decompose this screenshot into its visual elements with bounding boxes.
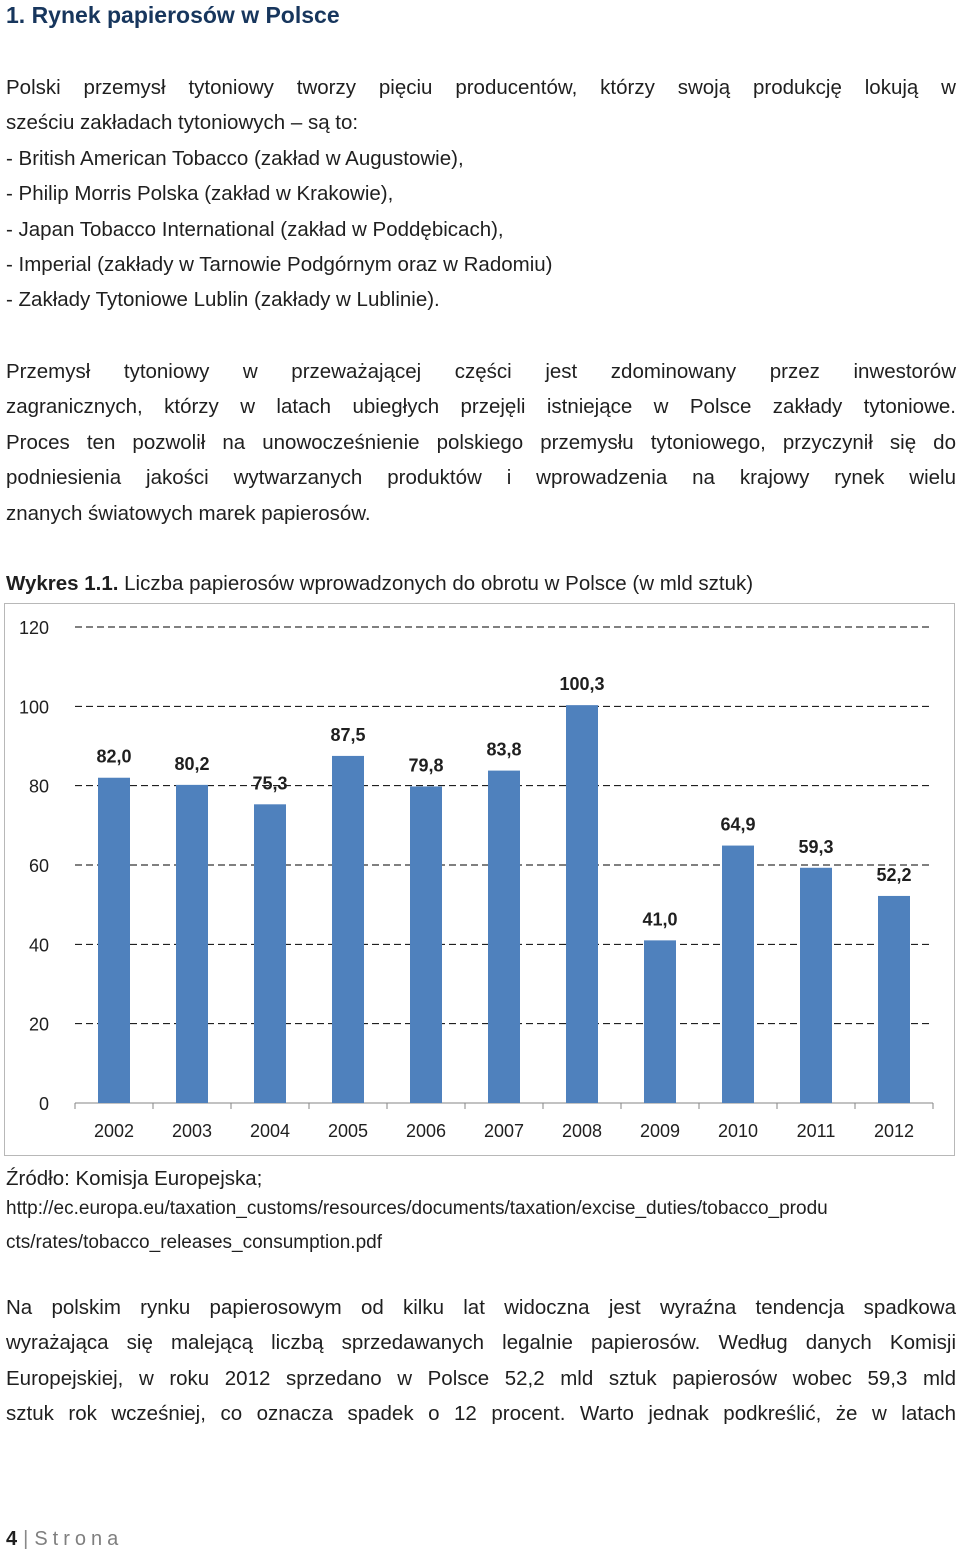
bar — [566, 705, 598, 1103]
x-tick-label: 2006 — [405, 1121, 447, 1141]
list-item: - Japan Tobacco International (zakład w Poddębicach), — [6, 217, 504, 241]
bar — [176, 785, 208, 1103]
chart-frame — [4, 603, 955, 1156]
x-tick-label: 2008 — [561, 1121, 603, 1141]
bar — [878, 896, 910, 1103]
paragraph-line: wyrażająca się malejącą liczbą sprzedawanych legalnie papierosów. Według danych Komisji — [6, 1331, 956, 1355]
x-tick-label: 2002 — [93, 1121, 135, 1141]
list-item: - British American Tobacco (zakład w Augustowie), — [6, 146, 464, 170]
y-tick-label: 20 — [28, 1014, 49, 1035]
paragraph-line: Polski przemysł tytoniowy tworzy pięciu producentów, którzy swoją produkcję lokują w — [6, 76, 956, 99]
bar — [644, 940, 676, 1103]
caption-text: Liczba papierosów wprowadzonych do obrotu w Polsce (w mld sztuk) — [118, 572, 754, 595]
paragraph-line: sztuk rok wcześniej, co oznacza spadek o 12 procent. Warto jednak podkreślić, że w latach — [6, 1402, 956, 1426]
x-tick-label: 2010 — [717, 1121, 759, 1141]
bar — [722, 846, 754, 1103]
chart-caption — [6, 566, 753, 601]
x-tick-label: 2005 — [327, 1121, 369, 1141]
paragraph-line: Proces ten pozwolił na unowocześnienie polskiego przemysłu tytoniowego, przyczynił się do — [6, 430, 956, 454]
bar — [332, 756, 364, 1103]
x-tick-label: 2012 — [873, 1121, 915, 1141]
paragraph-line: Przemysł tytoniowy w przeważającej części jest zdominowany przez inwestorów — [6, 360, 956, 383]
data-label: 83,8 — [486, 739, 522, 760]
source-url-line[interactable]: cts/rates/tobacco_releases_consumption.pdf — [6, 1232, 382, 1253]
bar — [410, 786, 442, 1103]
page-number: 4 — [6, 1528, 18, 1550]
data-label: 82,0 — [96, 746, 132, 767]
data-label: 87,5 — [330, 724, 366, 745]
y-tick-label: 80 — [28, 776, 49, 797]
list-item: - Philip Morris Polska (zakład w Krakowie), — [6, 182, 394, 206]
caption-label: Wykres 1.1. — [6, 572, 119, 595]
x-tick-label: 2009 — [639, 1121, 681, 1141]
list-item: - Zakłady Tytoniowe Lublin (zakłady w Lublinie). — [6, 288, 440, 312]
data-label: 79,8 — [408, 755, 444, 776]
data-label: 100,3 — [559, 674, 605, 695]
paragraph-line: podniesienia jakości wytwarzanych produktów i wprowadzenia na krajowy rynek wielu — [6, 466, 956, 490]
data-label: 75,3 — [252, 773, 288, 794]
list-item: - Imperial (zakłady w Tarnowie Podgórnym oraz w Radomiu) — [6, 252, 553, 276]
section-heading: 1. Rynek papierosów w Polsce — [6, 2, 340, 28]
paragraph-line: Europejskiej, w roku 2012 sprzedano w Polsce 52,2 mld sztuk papierosów wobec 59,3 mld — [6, 1366, 956, 1390]
chart-source-label: Źródło: Komisja Europejska; — [6, 1167, 263, 1190]
page-footer — [6, 1528, 123, 1551]
x-tick-label: 2007 — [483, 1121, 525, 1141]
data-label: 64,9 — [720, 814, 756, 835]
paragraph-line: Na polskim rynku papierosowym od kilku lat widoczna jest wyraźna tendencja spadkowa — [6, 1296, 956, 1319]
y-tick-label: 60 — [28, 856, 49, 876]
bar — [98, 778, 130, 1103]
y-tick-label: 40 — [28, 935, 49, 956]
x-tick-label: 2004 — [249, 1121, 291, 1141]
trend-paragraph — [6, 1290, 956, 1432]
paragraph-line: znanych światowych marek papierosów. — [6, 501, 371, 525]
investors-paragraph — [6, 354, 956, 531]
footer-word: Strona — [34, 1528, 124, 1550]
y-tick-label: 0 — [38, 1094, 49, 1114]
data-label: 52,2 — [876, 864, 912, 885]
data-label: 80,2 — [174, 753, 210, 774]
data-label: 59,3 — [798, 836, 834, 857]
x-tick-label: 2011 — [796, 1121, 836, 1141]
data-label: 41,0 — [642, 909, 678, 930]
bar — [254, 804, 286, 1103]
y-tick-label: 120 — [18, 618, 49, 638]
source-url-line[interactable]: http://ec.europa.eu/taxation_customs/resources/documents/taxation/excise_duties/tobacco_produ — [6, 1198, 828, 1219]
paragraph-line: zagranicznych, którzy w latach ubiegłych przejęli istniejące w Polsce zakłady tytoniowe. — [6, 395, 956, 419]
footer-separator: | — [23, 1528, 29, 1550]
bar — [488, 771, 520, 1103]
producers-paragraph — [6, 70, 956, 318]
x-tick-label: 2003 — [171, 1121, 213, 1141]
paragraph-line: sześciu zakładach tytoniowych – są to: — [6, 111, 359, 135]
bar-chart — [5, 604, 956, 1157]
bar — [800, 868, 832, 1103]
y-tick-label: 100 — [18, 697, 49, 718]
